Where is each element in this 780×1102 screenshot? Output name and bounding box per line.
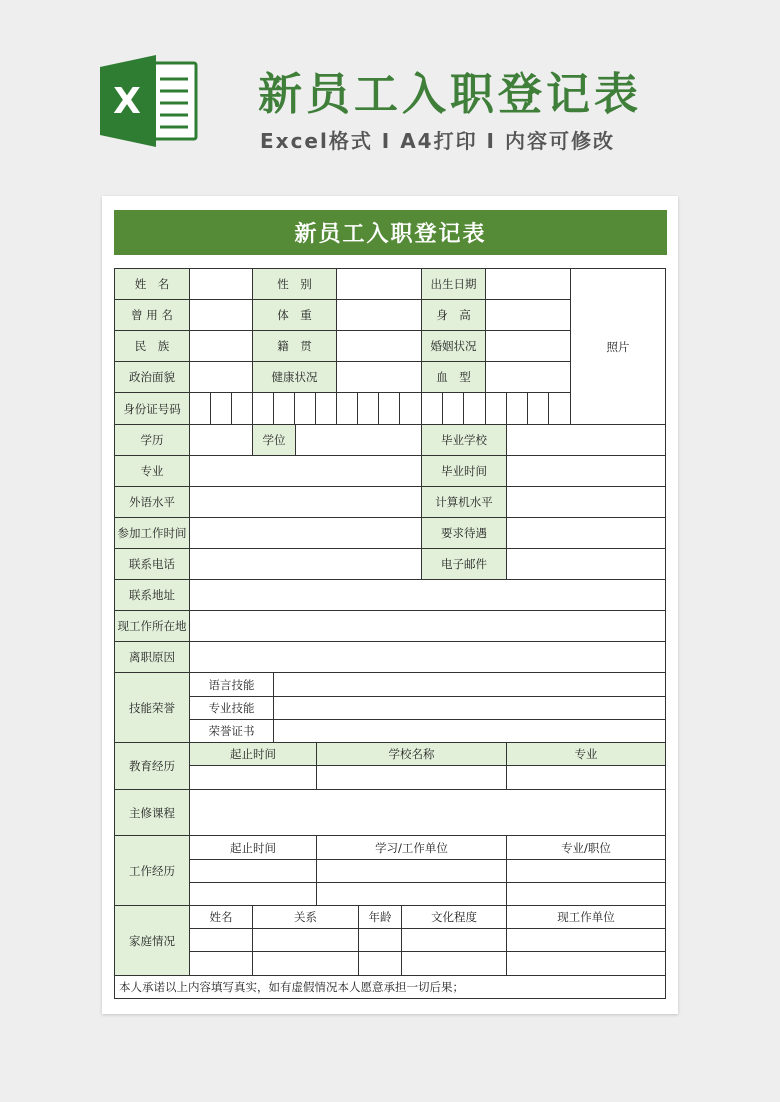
name-label: 姓 名 <box>114 268 189 299</box>
education-field[interactable] <box>189 424 252 455</box>
edu-school-header: 学校名称 <box>316 742 506 765</box>
skill-language-field[interactable] <box>273 672 666 696</box>
id-digit-cell[interactable] <box>399 392 421 424</box>
work-period-field[interactable] <box>189 859 316 882</box>
family-education-field[interactable] <box>401 951 506 975</box>
former-name-field[interactable] <box>189 299 252 330</box>
phone-field[interactable] <box>189 548 421 579</box>
courses-label: 主修课程 <box>114 789 189 835</box>
height-label: 身 高 <box>421 299 485 330</box>
school-field[interactable] <box>506 424 666 455</box>
work-position-field[interactable] <box>506 859 666 882</box>
edu-major-field[interactable] <box>506 765 666 789</box>
work-position-header: 专业/职位 <box>506 835 666 859</box>
family-employer-field[interactable] <box>506 928 666 951</box>
address-label: 联系地址 <box>114 579 189 610</box>
family-employer-header: 现工作单位 <box>506 905 666 928</box>
work-period-field[interactable] <box>189 882 316 905</box>
form-banner-title: 新员工入职登记表 <box>114 210 667 255</box>
work-unit-field[interactable] <box>316 859 506 882</box>
political-label: 政治面貌 <box>114 361 189 392</box>
skills-label: 技能荣誉 <box>114 672 189 742</box>
work-unit-field[interactable] <box>316 882 506 905</box>
id-digit-cell[interactable] <box>231 392 252 424</box>
page-subtitle: Excel格式 I A4打印 I 内容可修改 <box>260 129 615 153</box>
work-position-field[interactable] <box>506 882 666 905</box>
skill-certificate-field[interactable] <box>273 719 666 742</box>
native-place-field[interactable] <box>336 330 421 361</box>
courses-field[interactable] <box>189 789 666 835</box>
computer-level-label: 计算机水平 <box>421 486 506 517</box>
phone-label: 联系电话 <box>114 548 189 579</box>
blood-label: 血 型 <box>421 361 485 392</box>
id-digit-cell[interactable] <box>485 392 506 424</box>
id-digit-cell[interactable] <box>252 392 273 424</box>
current-work-label: 现工作所在地 <box>114 610 189 641</box>
skill-certificate-label: 荣誉证书 <box>189 719 273 742</box>
birthdate-field[interactable] <box>485 268 570 299</box>
id-digit-cell[interactable] <box>294 392 315 424</box>
work-history-label: 工作经历 <box>114 835 189 905</box>
native-place-label: 籍 贯 <box>252 330 336 361</box>
family-name-field[interactable] <box>189 951 252 975</box>
birthdate-label: 出生日期 <box>421 268 485 299</box>
marital-field[interactable] <box>485 330 570 361</box>
id-digit-cell[interactable] <box>357 392 378 424</box>
address-field[interactable] <box>189 579 666 610</box>
id-digit-cell[interactable] <box>548 392 570 424</box>
family-relation-field[interactable] <box>252 951 358 975</box>
logo-letter: X <box>113 81 141 122</box>
id-digit-cell[interactable] <box>442 392 463 424</box>
email-field[interactable] <box>506 548 666 579</box>
family-age-header: 年龄 <box>358 905 401 928</box>
page-title: 新员工入职登记表 <box>258 69 642 120</box>
political-field[interactable] <box>189 361 252 392</box>
email-label: 电子邮件 <box>421 548 506 579</box>
edu-period-header: 起止时间 <box>189 742 316 765</box>
weight-label: 体 重 <box>252 299 336 330</box>
family-education-header: 文化程度 <box>401 905 506 928</box>
edu-period-field[interactable] <box>189 765 316 789</box>
work-period-header: 起止时间 <box>189 835 316 859</box>
major-label: 专业 <box>114 455 189 486</box>
family-relation-field[interactable] <box>252 928 358 951</box>
family-education-field[interactable] <box>401 928 506 951</box>
ethnicity-field[interactable] <box>189 330 252 361</box>
health-field[interactable] <box>336 361 421 392</box>
degree-field[interactable] <box>295 424 421 455</box>
family-age-field[interactable] <box>358 928 401 951</box>
major-field[interactable] <box>189 455 421 486</box>
current-work-field[interactable] <box>189 610 666 641</box>
work-start-label: 参加工作时间 <box>114 517 189 548</box>
family-name-field[interactable] <box>189 928 252 951</box>
id-digit-cell[interactable] <box>463 392 485 424</box>
id-digit-cell[interactable] <box>421 392 442 424</box>
ethnicity-label: 民 族 <box>114 330 189 361</box>
language-level-label: 外语水平 <box>114 486 189 517</box>
photo-box[interactable]: 照片 <box>570 268 666 424</box>
id-digit-cell[interactable] <box>527 392 548 424</box>
health-label: 健康状况 <box>252 361 336 392</box>
work-start-field[interactable] <box>189 517 421 548</box>
skill-professional-label: 专业技能 <box>189 696 273 719</box>
skill-professional-field[interactable] <box>273 696 666 719</box>
id-digit-cell[interactable] <box>189 392 210 424</box>
name-field[interactable] <box>189 268 252 299</box>
id-digit-cell[interactable] <box>378 392 399 424</box>
id-digit-cell[interactable] <box>273 392 294 424</box>
computer-level-field[interactable] <box>506 486 666 517</box>
id-digit-cell[interactable] <box>210 392 231 424</box>
grad-time-label: 毕业时间 <box>421 455 506 486</box>
declaration-text: 本人承诺以上内容填写真实，如有虚假情况本人愿意承担一切后果； <box>114 975 666 999</box>
id-digit-cell[interactable] <box>336 392 357 424</box>
weight-field[interactable] <box>336 299 421 330</box>
language-level-field[interactable] <box>189 486 421 517</box>
family-employer-field[interactable] <box>506 951 666 975</box>
family-age-field[interactable] <box>358 951 401 975</box>
marital-label: 婚姻状况 <box>421 330 485 361</box>
leave-reason-field[interactable] <box>189 641 666 672</box>
former-name-label: 曾 用 名 <box>114 299 189 330</box>
edu-major-header: 专业 <box>506 742 666 765</box>
school-label: 毕业学校 <box>421 424 506 455</box>
family-label: 家庭情况 <box>114 905 189 975</box>
id-digit-cell[interactable] <box>506 392 527 424</box>
family-name-header: 姓名 <box>189 905 252 928</box>
salary-field[interactable] <box>506 517 666 548</box>
salary-label: 要求待遇 <box>421 517 506 548</box>
id-label: 身份证号码 <box>114 392 189 424</box>
blood-field[interactable] <box>485 361 570 392</box>
family-relation-header: 关系 <box>252 905 358 928</box>
leave-reason-label: 离职原因 <box>114 641 189 672</box>
gender-label: 性 别 <box>252 268 336 299</box>
edu-school-field[interactable] <box>316 765 506 789</box>
height-field[interactable] <box>485 299 570 330</box>
degree-label: 学位 <box>252 424 295 455</box>
education-label: 学历 <box>114 424 189 455</box>
education-history-label: 教育经历 <box>114 742 189 789</box>
gender-field[interactable] <box>336 268 421 299</box>
work-unit-header: 学习/工作单位 <box>316 835 506 859</box>
skill-language-label: 语言技能 <box>189 672 273 696</box>
grad-time-field[interactable] <box>506 455 666 486</box>
id-digit-cell[interactable] <box>315 392 336 424</box>
